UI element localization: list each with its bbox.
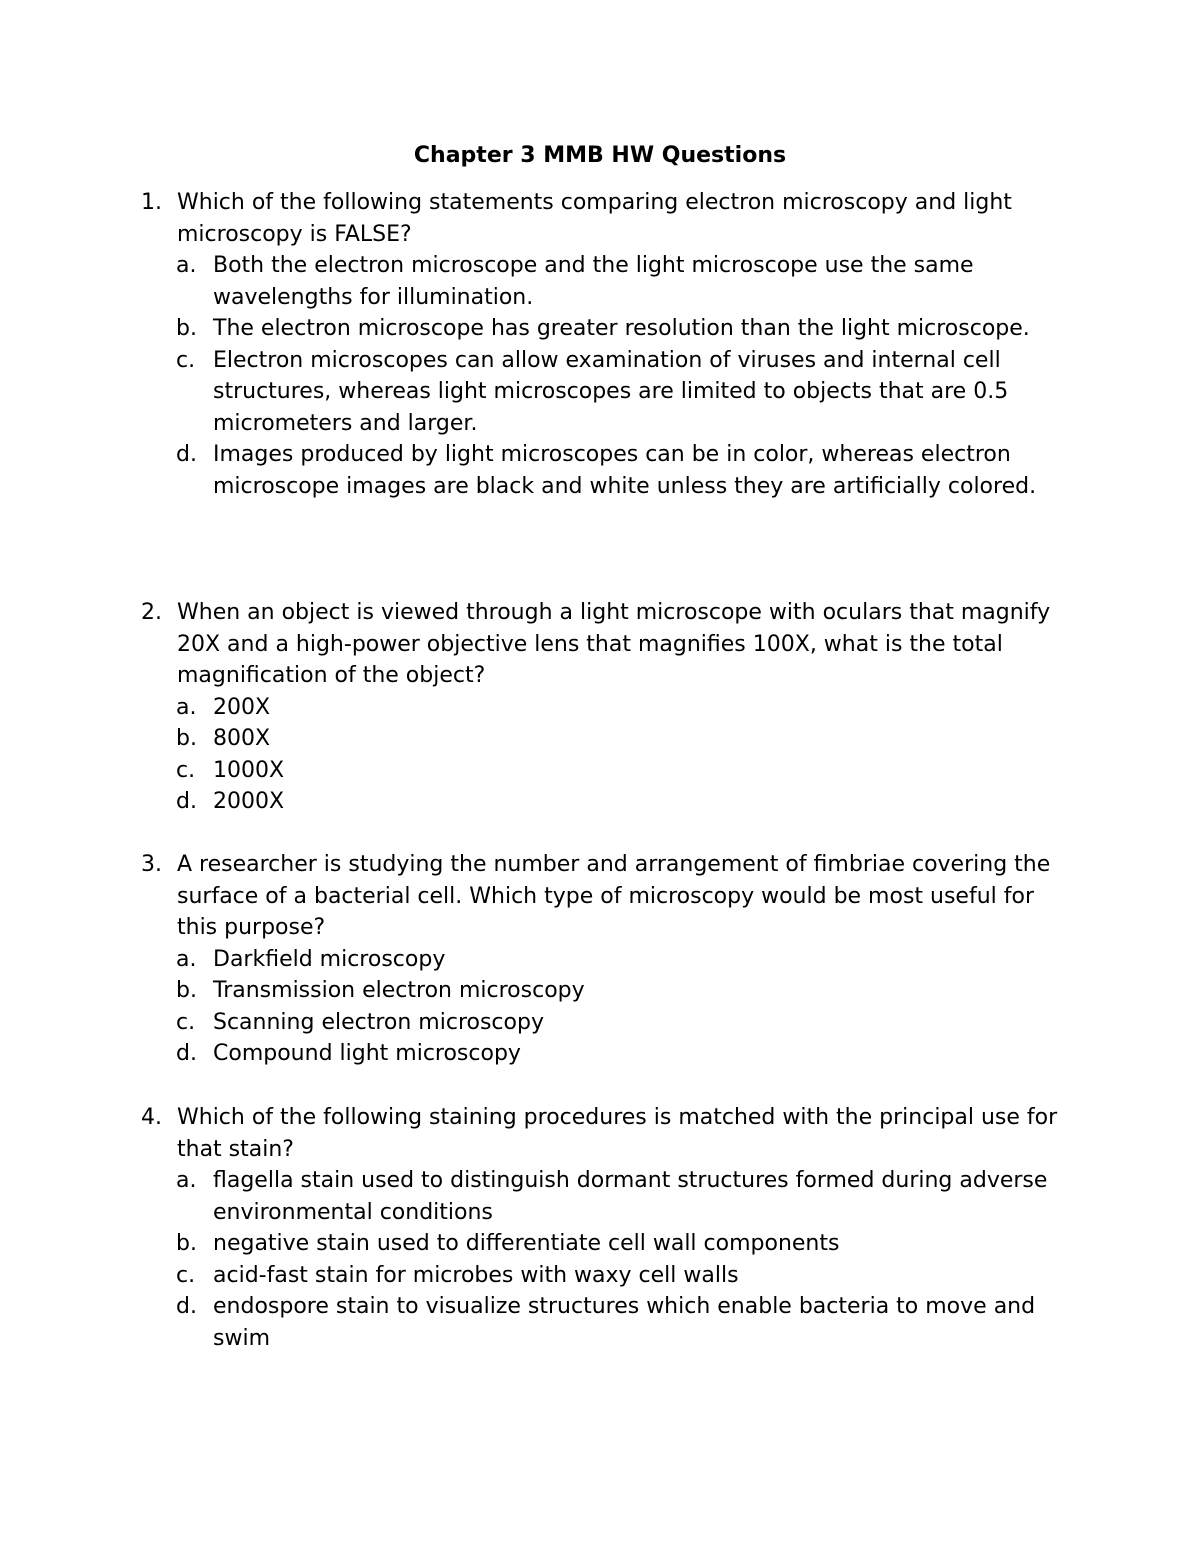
option-letter: b. [176,726,197,751]
question-text: Which of the following statements comparing electron microscopy and light microscopy is FALSE? [177,190,1012,247]
option-b [0,1228,1200,1260]
option-a [0,692,1200,724]
question-number: 1. [141,190,162,215]
option-text: endospore stain to visualize structures which enable bacteria to move and swim [213,1294,1036,1351]
option-text: Electron microscopes can allow examination of viruses and internal cell structures, whereas light microscopes are limited to objects that are 0.5 micrometers and larger. [213,347,1009,436]
question-2 [0,597,1200,818]
option-b [0,313,1200,345]
option-c [0,1260,1200,1292]
option-text: Transmission electron microscopy [213,978,585,1003]
option-letter: b. [176,978,197,1003]
option-letter: d. [176,442,197,467]
question-text: Which of the following staining procedures is matched with the principal use for that stain? [177,1105,1058,1162]
option-d [0,1038,1200,1070]
option-a [0,1165,1200,1228]
option-d [0,786,1200,818]
question-number: 4. [141,1105,162,1130]
option-letter: a. [176,253,197,278]
option-text: Images produced by light microscopes can be in color, whereas electron microscope images are black and white unless they are artificially colored. [213,442,1037,499]
question-3 [0,849,1200,1070]
option-letter: d. [176,1041,197,1066]
option-text: 2000X [213,789,285,814]
question-text: A researcher is studying the number and arrangement of fimbriae covering the surface of a bacterial cell. Which type of microscopy would be most useful for this purpose? [177,852,1051,940]
option-d [0,439,1200,502]
option-d [0,1291,1200,1354]
option-text: Darkfield microscopy [213,946,446,972]
option-text: Both the electron microscope and the light microscope use the same wavelengths for illumination. [213,253,974,310]
question-number: 3. [141,852,162,877]
option-text: negative stain used to differentiate cell wall components [213,1231,840,1256]
page-title: Chapter 3 MMB HW Questions [413,143,787,168]
option-b [0,975,1200,1007]
option-c [0,1007,1200,1039]
option-a [0,250,1200,313]
option-text: 1000X [213,757,285,783]
option-letter: b. [176,1231,197,1256]
question-1 [0,187,1200,502]
option-b [0,723,1200,755]
option-text: flagella stain used to distinguish dormant structures formed during adverse environmental conditions [213,1168,1048,1225]
option-c [0,755,1200,787]
option-text: acid-fast stain for microbes with waxy cell walls [213,1262,739,1288]
option-text: Scanning electron microscopy [213,1009,544,1035]
option-letter: b. [176,316,197,341]
option-text: 200X [213,694,271,720]
option-letter: a. [176,946,197,972]
option-text: The electron microscope has greater resolution than the light microscope. [213,316,1030,341]
option-text: Compound light microscopy [213,1041,521,1066]
option-a [0,944,1200,976]
question-4 [0,1102,1200,1354]
option-letter: d. [176,789,197,814]
option-letter: c. [176,1262,196,1288]
option-letter: a. [176,694,197,720]
question-number: 2. [141,600,162,625]
question-text: When an object is viewed through a light microscope with oculars that magnify 20X and a high-power objective lens that magnifies 100X, what is the total magnification of the object? [177,600,1051,688]
option-letter: d. [176,1294,197,1319]
option-letter: c. [176,347,196,373]
option-text: 800X [213,726,271,751]
option-c [0,345,1200,440]
option-letter: a. [176,1168,197,1193]
option-letter: c. [176,1009,196,1035]
option-letter: c. [176,757,196,783]
